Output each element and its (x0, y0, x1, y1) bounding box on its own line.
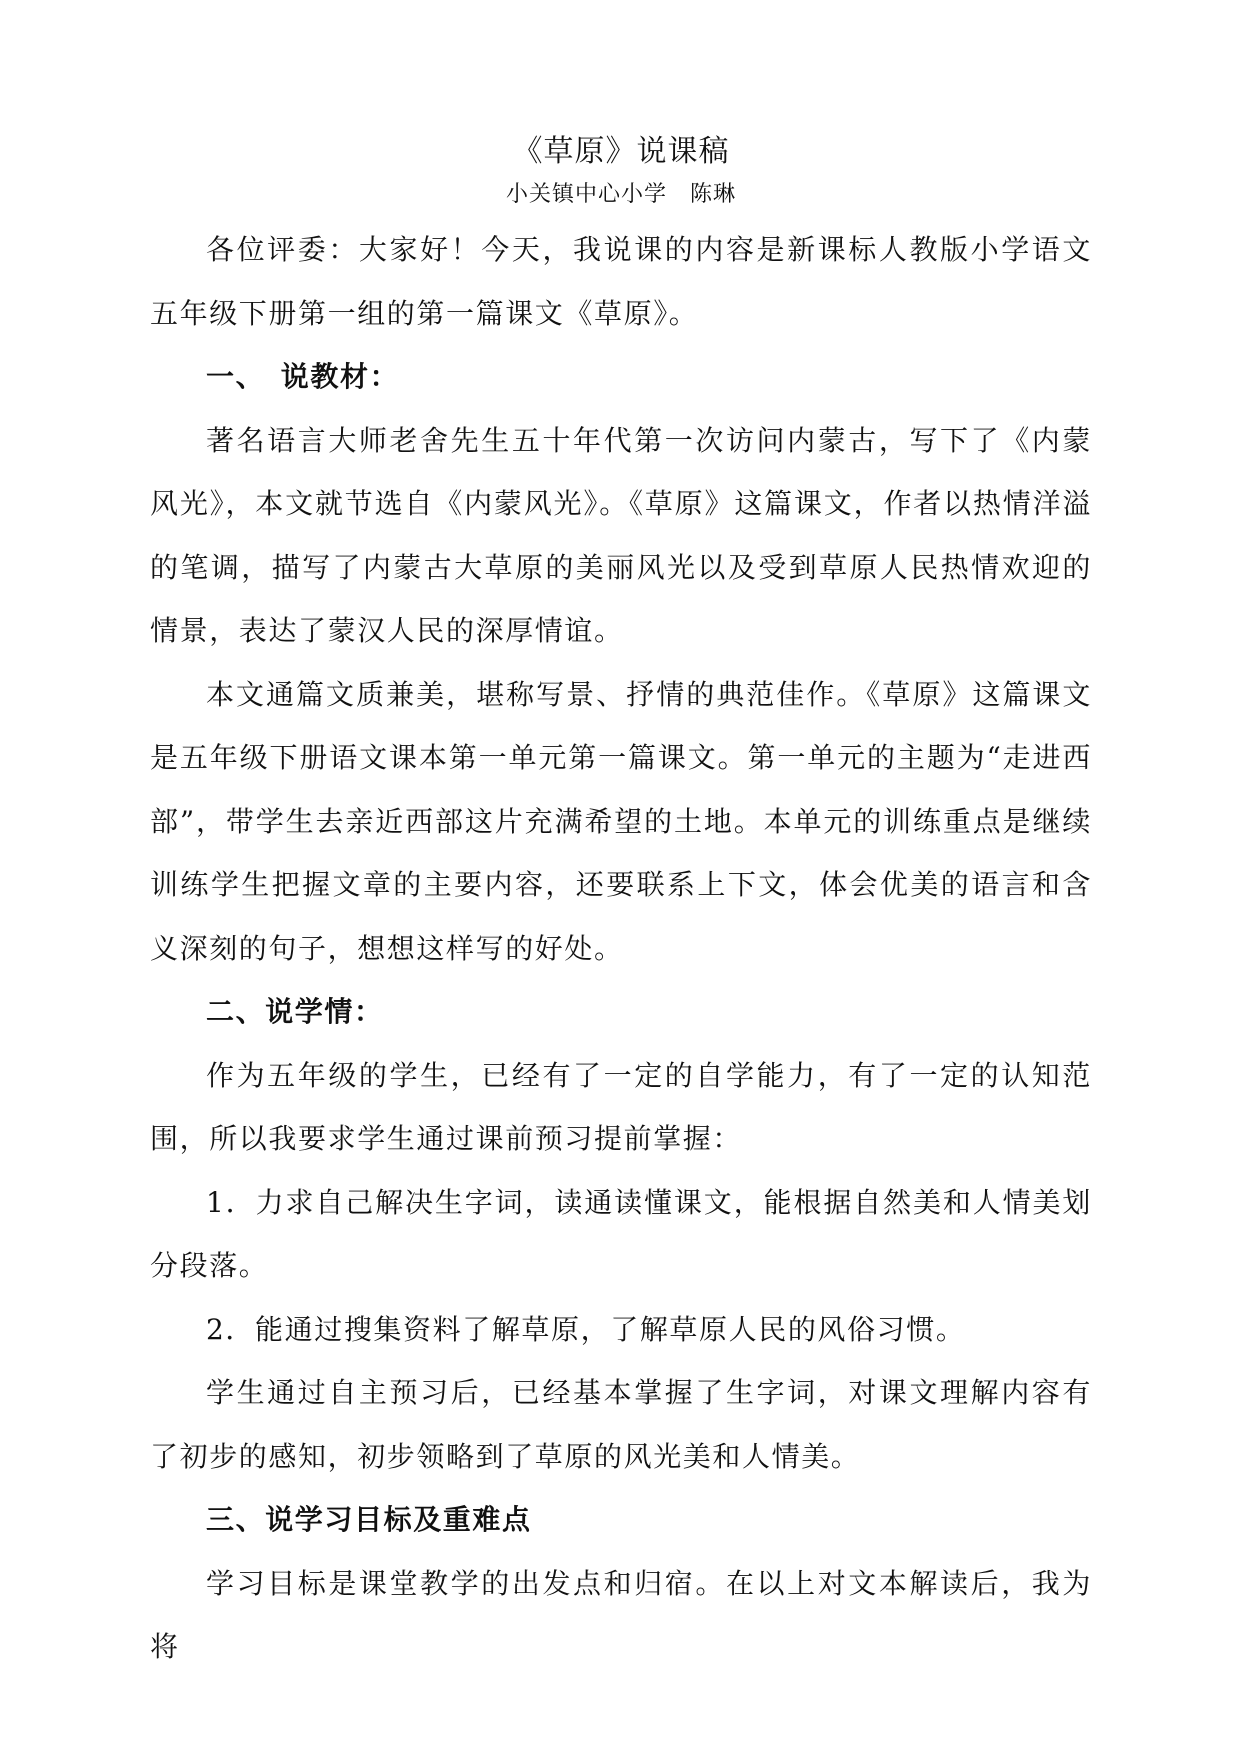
intro-paragraph: 各位评委：大家好！今天，我说课的内容是新课标人教版小学语文五年级下册第一组的第一篇课文《草原》。 (150, 233, 1092, 330)
section-1-paragraph-2: 本文通篇文质兼美，堪称写景、抒情的典范佳作。《草原》这篇课文是五年级下册语文课本第一单元第一篇课文。第一单元的主题为“走进西部”，带学生去亲近西部这片充满希望的土地。本单元的训练重点是继续训练学生把握文章的主要内容，还要联系上下文，体会优美的语言和含义深刻的句子，想想这样写的好处。 (150, 677, 1092, 965)
section-3-heading: 三、说学习目标及重难点 (206, 1503, 532, 1536)
section-2-paragraph-1: 作为五年级的学生，已经有了一定的自学能力，有了一定的认知范围，所以我要求学生通过课前预习提前掌握： (150, 1058, 1092, 1155)
section-1-paragraph-1: 著名语言大师老舍先生五十年代第一次访问内蒙古，写下了《内蒙风光》，本文就节选自《内蒙风光》。《草原》这篇课文，作者以热情洋溢的笔调，描写了内蒙古大草原的美丽风光以及受到草原人民热情欢迎的情景，表达了蒙汉人民的深厚情谊。 (150, 423, 1092, 647)
section-2-paragraph-2: 学生通过自主预习后，已经基本掌握了生字词，对课文理解内容有了初步的感知，初步领略到了草原的风光美和人情美。 (150, 1376, 1092, 1473)
document-page (150, 128, 1092, 1679)
document-title: 《草原》说课稿 (512, 134, 730, 169)
section-1-heading: 一、 说教材： (206, 360, 400, 393)
section-3-paragraph-1: 学习目标是课堂教学的出发点和归宿。在以上对文本解读后，我为将 (150, 1566, 1092, 1663)
author-line: 小关镇中心小学 陈琳 (505, 182, 736, 207)
section-2-list-item-2: 2．能通过搜集资料了解草原，了解草原人民的风俗习惯。 (206, 1312, 966, 1346)
section-2-list-item-1: 1．力求自己解决生字词，读通读懂课文，能根据自然美和人情美划分段落。 (150, 1185, 1092, 1282)
section-2-heading: 二、说学情： (206, 995, 384, 1028)
